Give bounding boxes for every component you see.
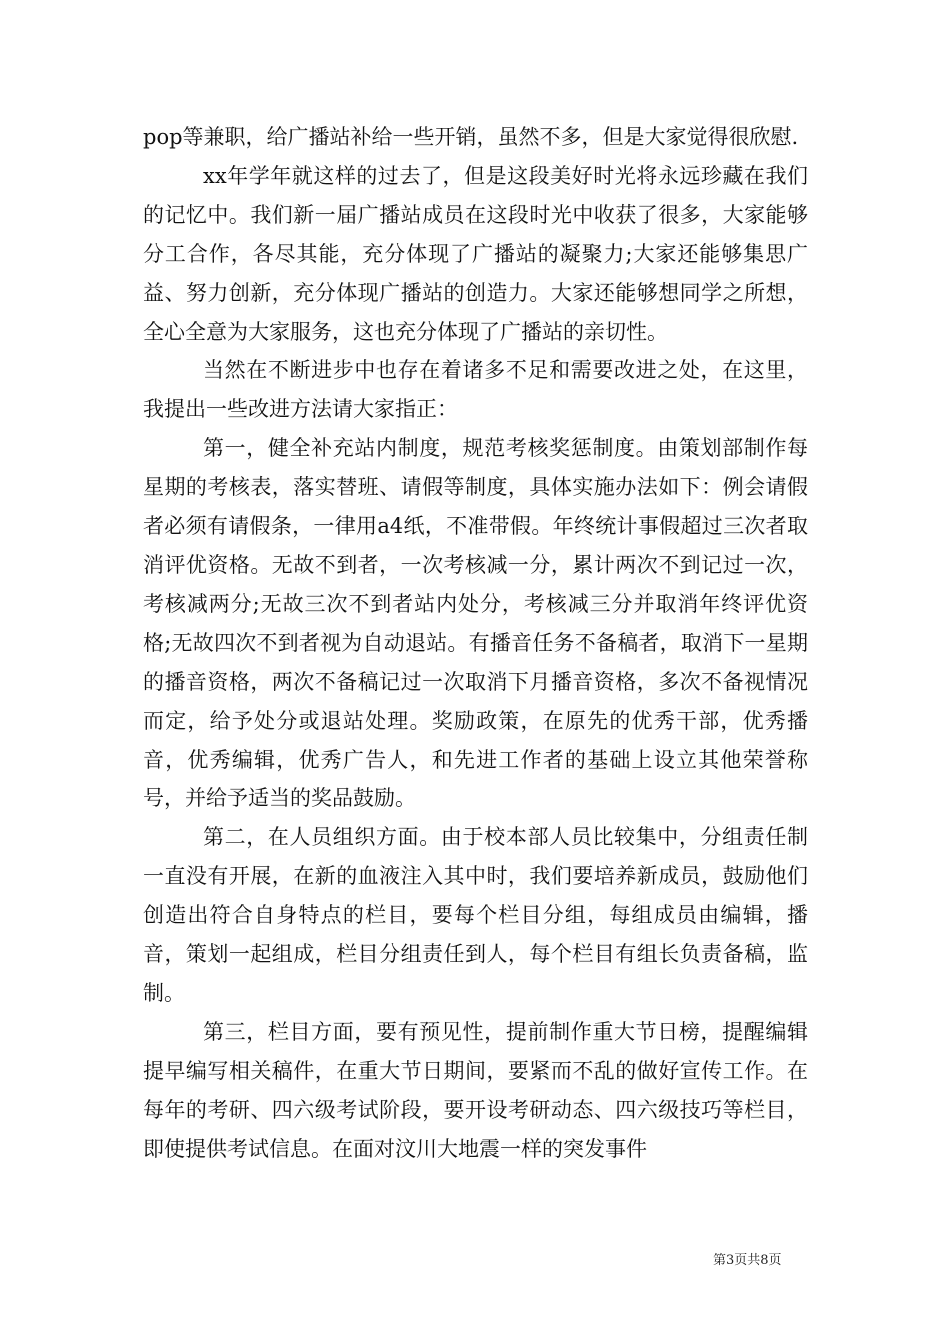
- paragraph-5: 第二，在人员组织方面。由于校本部人员比较集中，分组责任制一直没有开展，在新的血液注入其中时，我们要培养新成员，鼓励他们创造出符合自身特点的栏目，要每个栏目分组，每组成员由编辑，播音，策划一起组成，栏目分组责任到人，每个栏目有组长负责备稿，监制。: [143, 825, 808, 1005]
- paragraph-1: pop等兼职，给广播站补给一些开销，虽然不多，但是大家觉得很欣慰.: [143, 125, 799, 149]
- paragraph-4: 第一，健全补充站内制度，规范考核奖惩制度。由策划部制作每星期的考核表，落实替班、请假等制度，具体实施办法如下：例会请假者必须有请假条，一律用a4纸，不准带假。年终统计事假超过三次者取消评优资格。无故不到者，一次考核减一分，累计两次不到记过一次，考核减两分;无故三次不到者站内处分，考核减三分并取消年终评优资格;无故四次不到者视为自动退站。有播音任务不备稿者，取消下一星期的播音资格，两次不备稿记过一次取消下月播音资格，多次不备视情况而定，给予处分或退站处理。奖励政策，在原先的优秀干部，优秀播音，优秀编辑，优秀广告人，和先进工作者的基础上设立其他荣誉称号，并给予适当的奖品鼓励。: [143, 436, 808, 811]
- document-body: [143, 118, 808, 1168]
- paragraph-6: 第三，栏目方面，要有预见性，提前制作重大节日榜，提醒编辑提早编写相关稿件，在重大节日期间，要紧而不乱的做好宣传工作。在每年的考研、四六级考试阶段，要开设考研动态、四六级技巧等栏目，即使提供考试信息。在面对汶川大地震一样的突发事件: [143, 1019, 808, 1161]
- paragraph-2: xx年学年就这样的过去了，但是这段美好时光将永远珍藏在我们的记忆中。我们新一届广播站成员在这段时光中收获了很多，大家能够分工合作，各尽其能，充分体现了广播站的凝聚力;大家还能够集思广益、努力创新，充分体现广播站的创造力。大家还能够想同学之所想，全心全意为大家服务，这也充分体现了广播站的亲切性。: [143, 163, 808, 344]
- page-number-footer: 第3页共8页: [713, 1253, 782, 1268]
- paragraph-3: 当然在不断进步中也存在着诸多不足和需要改进之处，在这里，我提出一些改进方法请大家指正：: [143, 358, 808, 422]
